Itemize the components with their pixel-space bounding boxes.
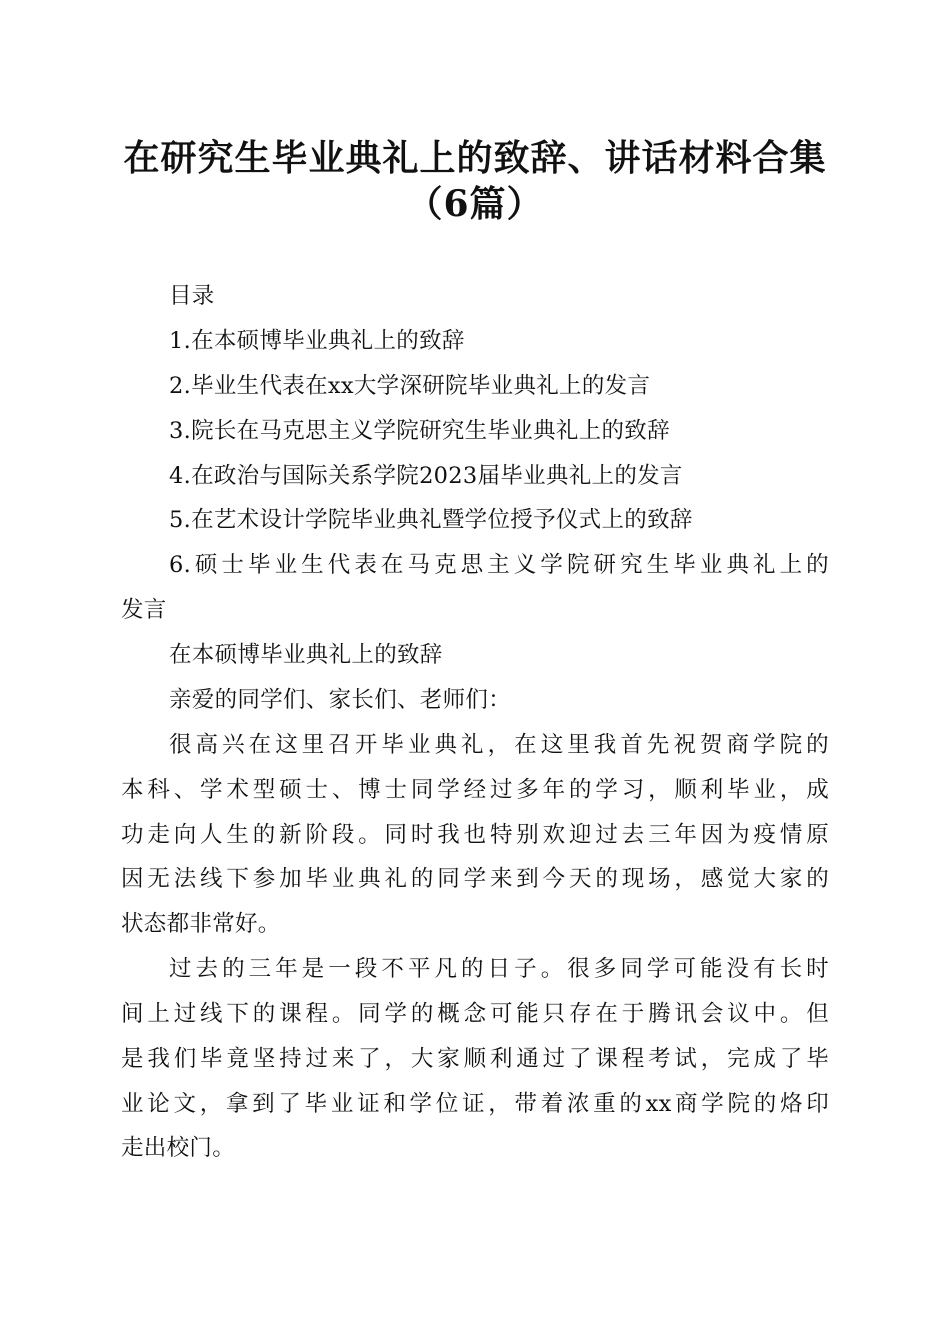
paragraph-2-line: 过去的三年是一段不平凡的日子。很多同学可能没有长时: [169, 956, 829, 982]
paragraph-1-line: 功走向人生的新阶段。同时我也特别欢迎过去三年因为疫情原: [121, 822, 829, 848]
paragraph-1-line: 本科、学术型硕士、博士同学经过多年的学习，顺利毕业，成: [121, 777, 829, 803]
toc-item-6: 6.硕士毕业生代表在马克思主义学院研究生毕业典礼上的: [169, 552, 829, 578]
speech-title: 在本硕博毕业典礼上的致辞: [169, 642, 443, 668]
paragraph-1-line: 因无法线下参加毕业典礼的同学来到今天的现场，感觉大家的: [121, 866, 829, 892]
toc-item-5: 5.在艺术设计学院毕业典礼暨学位授予仪式上的致辞: [169, 507, 693, 533]
paragraph-2-line: 走出校门。: [121, 1135, 236, 1161]
document-title-count: （6篇）: [406, 183, 544, 225]
toc-item-4: 4.在政治与国际关系学院2023届毕业典礼上的发言: [169, 463, 683, 489]
paragraph-1-line: 很高兴在这里召开毕业典礼，在这里我首先祝贺商学院的: [169, 732, 829, 758]
paragraph-2-line: 是我们毕竟坚持过来了，大家顺利通过了课程考试，完成了毕: [121, 1046, 829, 1072]
toc-item-3: 3.院长在马克思主义学院研究生毕业典礼上的致辞: [169, 418, 670, 444]
paragraph-2-line: 间上过线下的课程。同学的概念可能只存在于腾讯会议中。但: [121, 1001, 829, 1027]
salutation: 亲爱的同学们、家长们、老师们：: [169, 687, 512, 713]
toc-item-6-continued: 发言: [121, 597, 167, 623]
document-title: 在研究生毕业典礼上的致辞、讲话材料合集: [123, 137, 827, 179]
paragraph-1-line: 状态都非常好。: [121, 911, 281, 937]
toc-heading: 目录: [169, 283, 215, 309]
toc-item-1: 1.在本硕博毕业典礼上的致辞: [169, 328, 465, 354]
paragraph-2-line: 业论文，拿到了毕业证和学位证，带着浓重的xx商学院的烙印: [121, 1091, 829, 1117]
toc-item-2: 2.毕业生代表在xx大学深研院毕业典礼上的发言: [169, 373, 651, 399]
